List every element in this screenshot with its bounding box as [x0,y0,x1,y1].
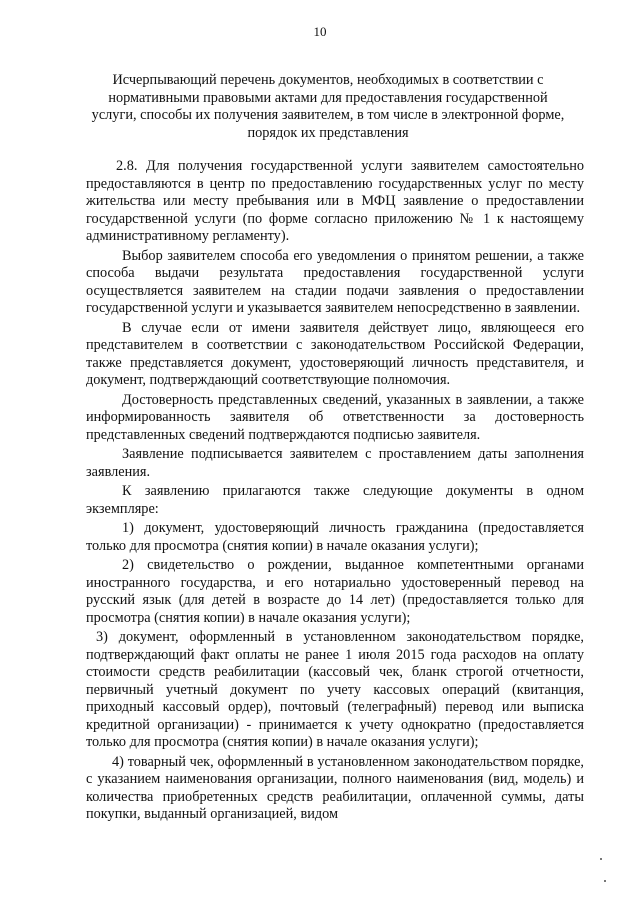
scan-speck [604,880,606,882]
list-item-3: 3) документ, оформленный в установленном законодательством порядке, подтверждающий факт оплаты не ранее 1 июля 2015 года расходов на оплату стоимости средств реабилитации (кассовый чек, бланк строгой отчетности, первичный учетный документ по учету кассовых операций (квитанция, приходный кассовый ордер), почтовый (телеграфный) перевод или выписка кредитной организации) - принимается к учету однократно (предоставляется только для просмотра (снятия копии) в начале оказания услуги); [86,629,584,750]
paragraph-attachments: К заявлению прилагаются также следующие документы в одном экземпляре: [86,483,584,517]
list-item-4: 4) товарный чек, оформленный в установленном законодательством порядке, с указанием наименования организации, полного наименования (вид, модель) и количества приобретенных средств реабилитации, оплаченной суммы, даты покупки, выданный организацией, видом [86,753,584,822]
section-heading: Исчерпывающий перечень документов, необходимых в соответствии с нормативными правовыми актами для предоставления государственной услуги, способы их получения заявителем, в том числе в электронной форме, порядок их представления [91,72,565,141]
document-body [86,158,584,826]
scan-speck [600,858,602,860]
page-number: 10 [313,24,327,39]
paragraph-signature: Заявление подписывается заявителем с проставлением даты заполнения заявления. [86,446,584,480]
paragraph-notification-method: Выбор заявителем способа его уведомления о принятом решении, а также способа выдачи результата предоставления государственной услуги осуществляется заявителем на стадии подачи заявления о предоставлении государственной услуги и указывается заявителем непосредственно в заявлении. [86,247,584,316]
paragraph-2-8: 2.8. Для получения государственной услуги заявителем самостоятельно предоставляются в центр по предоставлению государственных услуг по месту жительства или месту пребывания или в МФЦ заявление о предоставлении государственной услуги (по форме согласно приложению № 1 к настоящему административному регламенту). [86,158,584,244]
list-item-2: 2) свидетельство о рождении, выданное компетентными органами иностранного государства, и его нотариально удостоверенный перевод на русский язык (для детей в возрасте до 14 лет) (предоставляется только для просмотра (снятия копии) в начале оказания услуги); [86,557,584,626]
paragraph-representative: В случае если от имени заявителя действует лицо, являющееся его представителем в соответствии с законодательством Российской Федерации, также представляется документ, удостоверяющий личность представителя, и документ, подтверждающий соответствующие полномочия. [86,319,584,388]
list-item-1: 1) документ, удостоверяющий личность гражданина (предоставляется только для просмотра (снятия копии) в начале оказания услуги); [86,520,584,554]
paragraph-reliability: Достоверность представленных сведений, указанных в заявлении, а также информированность заявителя об ответственности за достоверность представленных сведений подтверждаются подписью заявителя. [86,391,584,443]
